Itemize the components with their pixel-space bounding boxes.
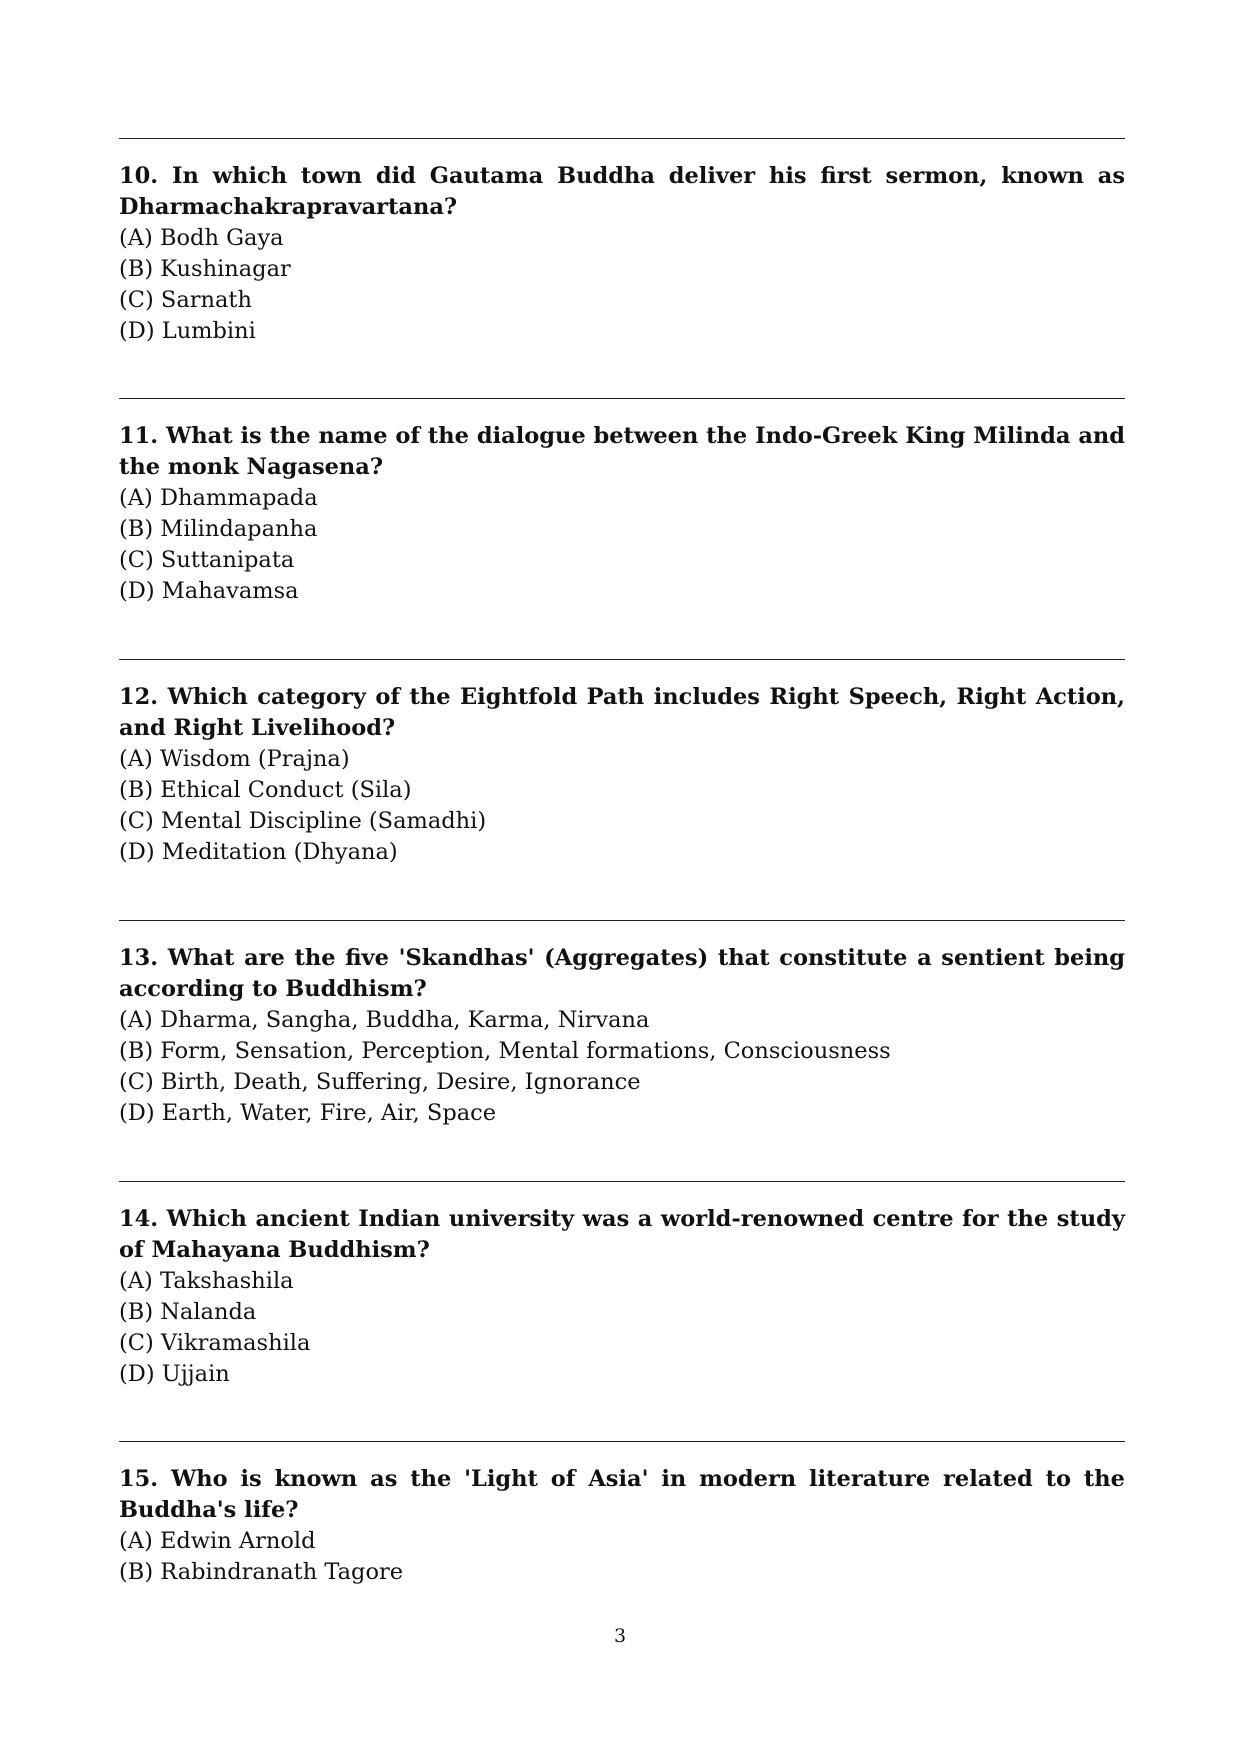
option-d: (D) Earth, Water, Fire, Air, Space bbox=[119, 1100, 497, 1126]
option-b: (B) Ethical Conduct (Sila) bbox=[119, 777, 412, 803]
option-a: (A) Dharma, Sangha, Buddha, Karma, Nirvana bbox=[119, 1007, 650, 1033]
option-a: (A) Edwin Arnold bbox=[119, 1528, 316, 1554]
option-b: (B) Form, Sensation, Perception, Mental formations, Consciousness bbox=[119, 1038, 891, 1064]
question-10 bbox=[119, 138, 1125, 347]
option-d: (D) Lumbini bbox=[119, 318, 256, 344]
option-b: (B) Rabindranath Tagore bbox=[119, 1559, 404, 1585]
option-c: (C) Mental Discipline (Samadhi) bbox=[119, 808, 487, 834]
question-14 bbox=[119, 1181, 1125, 1390]
option-c: (C) Sarnath bbox=[119, 287, 252, 313]
question-11 bbox=[119, 398, 1125, 607]
option-b: (B) Nalanda bbox=[119, 1299, 257, 1325]
divider bbox=[119, 659, 1125, 660]
question-text: 10. In which town did Gautama Buddha deliver his first sermon, known as Dharmachakrapravartana? bbox=[119, 163, 1125, 220]
option-a: (A) Dhammapada bbox=[119, 485, 318, 511]
option-c: (C) Vikramashila bbox=[119, 1330, 311, 1356]
question-13 bbox=[119, 920, 1125, 1129]
option-a: (A) Wisdom (Prajna) bbox=[119, 746, 350, 772]
option-c: (C) Suttanipata bbox=[119, 547, 295, 573]
question-text: 11. What is the name of the dialogue between the Indo-Greek King Milinda and the monk Nagasena? bbox=[119, 423, 1125, 480]
question-text: 15. Who is known as the 'Light of Asia' in modern literature related to the Buddha's life? bbox=[119, 1466, 1125, 1523]
divider bbox=[119, 1441, 1125, 1442]
option-a: (A) Takshashila bbox=[119, 1268, 294, 1294]
question-text: 14. Which ancient Indian university was a world-renowned centre for the study of Mahayana Buddhism? bbox=[119, 1206, 1125, 1263]
option-d: (D) Mahavamsa bbox=[119, 578, 299, 604]
question-15 bbox=[119, 1441, 1125, 1588]
divider bbox=[119, 138, 1125, 139]
option-d: (D) Meditation (Dhyana) bbox=[119, 839, 398, 865]
option-b: (B) Kushinagar bbox=[119, 256, 291, 282]
page-number: 3 bbox=[613, 1625, 627, 1647]
option-d: (D) Ujjain bbox=[119, 1361, 230, 1387]
question-text: 12. Which category of the Eightfold Path includes Right Speech, Right Action, and Right Livelihood? bbox=[119, 684, 1125, 741]
divider bbox=[119, 1181, 1125, 1182]
option-c: (C) Birth, Death, Suffering, Desire, Ignorance bbox=[119, 1069, 641, 1095]
option-b: (B) Milindapanha bbox=[119, 516, 318, 542]
divider bbox=[119, 920, 1125, 921]
option-a: (A) Bodh Gaya bbox=[119, 225, 284, 251]
divider bbox=[119, 398, 1125, 399]
question-text: 13. What are the five 'Skandhas' (Aggregates) that constitute a sentient being according to Buddhism? bbox=[119, 945, 1125, 1002]
question-12 bbox=[119, 659, 1125, 868]
